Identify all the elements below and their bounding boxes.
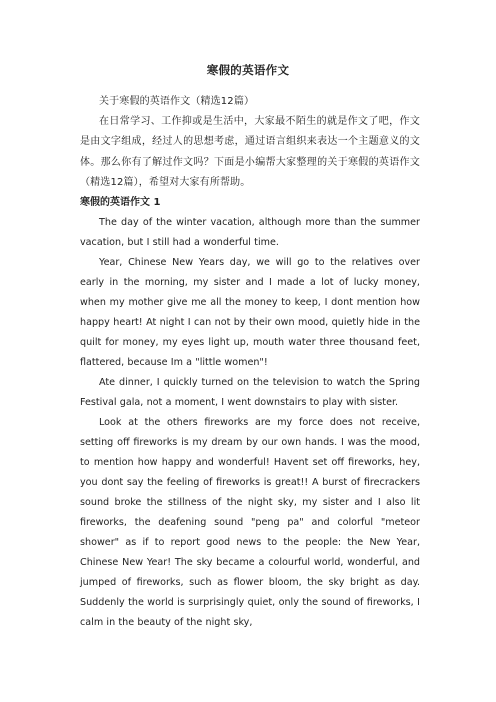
- document-body: [80, 92, 420, 633]
- intro-paragraph: 在日常学习、工作抑或是生活中，大家最不陌生的就是作文了吧，作文是由文字组成，经过人的思想考虑，通过语言组织来表达一个主题意义的文体。那么你有了解过作文吗？下面是小编帮大家整理的关于寒假的英语作文（精选12篇），希望对大家有所帮助。: [80, 116, 420, 188]
- body-paragraph-2: Year, Chinese New Years day, we will go to the relatives over early in the morning, my sister and I made a lot of lucky money, when my mother give me all the money to keep, I dont mention how happy heart! At night I can not by their own mood, quietly hide in the quilt for money, my eyes light up, mouth water three thousand feet, flattered, because Im a "little women"!: [80, 257, 420, 369]
- section-heading: 寒假的英语作文 1: [80, 197, 161, 209]
- document-title: 寒假的英语作文: [206, 63, 290, 77]
- body-paragraph-1: The day of the winter vacation, although more than the summer vacation, but I still had a wonderful time.: [80, 217, 420, 249]
- body-paragraph-3: Ate dinner, I quickly turned on the television to watch the Spring Festival gala, not a moment, I went downstairs to play with sister.: [80, 377, 420, 409]
- subtitle-line: 关于寒假的英语作文（精选12篇）: [99, 96, 255, 107]
- body-paragraph-4: Look at the others fireworks are my force does not receive, setting off fireworks is my dream by our own hands. I was the mood, to mention how happy and wonderful! Havent set off fireworks, hey, you dont say the feeling of fireworks is great!! A burst of firecrackers sound broke the stillness of the night sky, my sister and I also lit fireworks, the deafening sound "peng pa" and colorful "meteor shower" as if to report good news to the people: the New Year, Chinese New Year! The sky became a colourful world, wonderful, and jumped of fireworks, such as flower bloom, the sky bright as day. Suddenly the world is surprisingly quiet, only the sound of fireworks, I calm in the beauty of the night sky,: [80, 417, 420, 629]
